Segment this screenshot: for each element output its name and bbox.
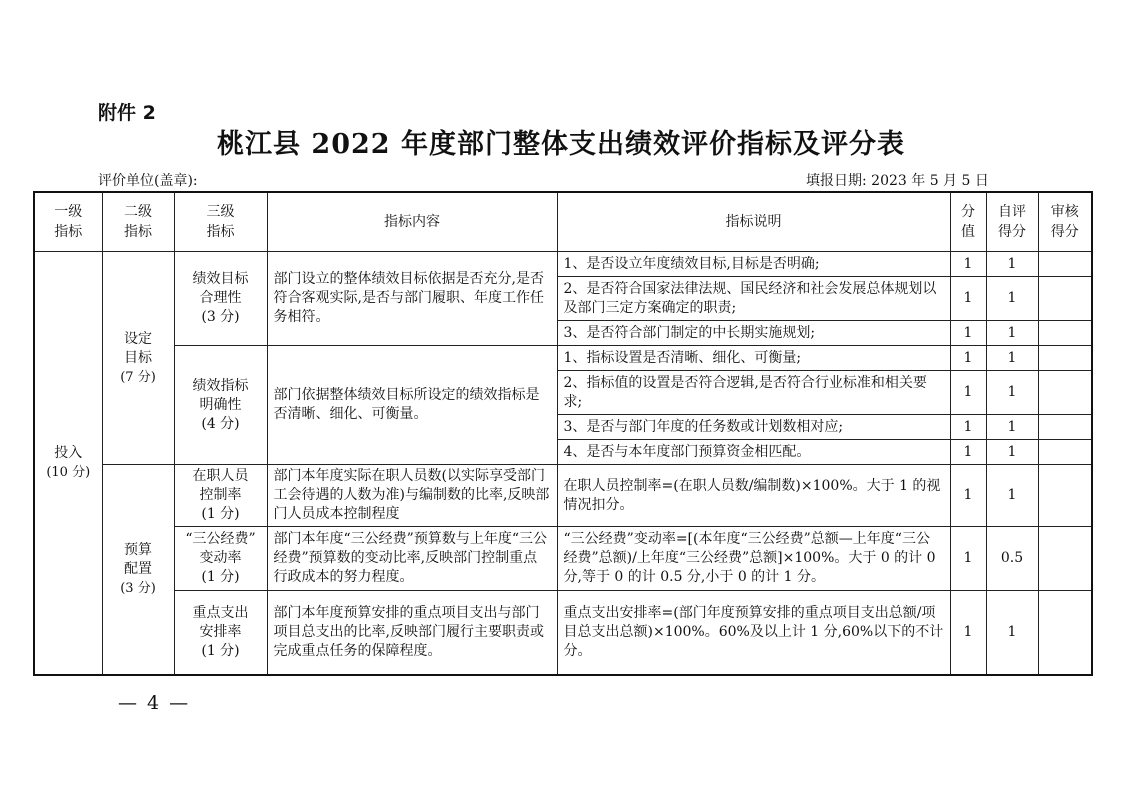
description-cell: 在职人员控制率=(在职人员数/编制数)×100%。大于 1 的视情况扣分。 xyxy=(557,465,950,527)
review-score-cell xyxy=(1038,346,1092,371)
attachment-label: 附件 2 xyxy=(98,102,156,124)
header-value: 分 值 xyxy=(950,192,986,252)
description-cell: 1、指标设置是否清晰、细化、可衡量; xyxy=(557,346,950,371)
content-cell: 部门依据整体绩效目标所设定的绩效指标是否清晰、细化、可衡量。 xyxy=(267,346,557,465)
review-score-cell xyxy=(1038,440,1092,465)
table-row xyxy=(34,591,1092,675)
value-cell: 1 xyxy=(950,252,986,277)
level2-cell-budget xyxy=(102,465,174,675)
review-score-cell xyxy=(1038,371,1092,415)
level2-score: (7 分) xyxy=(120,369,156,385)
review-score-cell xyxy=(1038,591,1092,675)
header-description: 指标说明 xyxy=(557,192,950,252)
self-score-cell: 1 xyxy=(986,321,1038,346)
level3-cell: 重点支出 安排率 (1 分) xyxy=(174,591,267,675)
level3-cell: 在职人员 控制率 (1 分) xyxy=(174,465,267,527)
value-cell: 1 xyxy=(950,277,986,321)
content-cell: 部门设立的整体绩效目标依据是否充分,是否符合客观实际,是否与部门履职、年度工作任务相符。 xyxy=(267,252,557,346)
level2-cell-goal xyxy=(102,252,174,465)
level1-score: (10 分) xyxy=(46,464,91,480)
header-level2: 二级 指标 xyxy=(102,192,174,252)
level3-cell: “三公经费” 变动率 (1 分) xyxy=(174,527,267,591)
level2-score: (3 分) xyxy=(120,580,156,596)
level2-name: 设定 目标 xyxy=(124,330,152,366)
description-cell: 3、是否符合部门制定的中长期实施规划; xyxy=(557,321,950,346)
header-content: 指标内容 xyxy=(267,192,557,252)
description-cell: 1、是否设立年度绩效目标,目标是否明确; xyxy=(557,252,950,277)
self-score-cell: 1 xyxy=(986,415,1038,440)
value-cell: 1 xyxy=(950,415,986,440)
page-title: 桃江县 2022 年度部门整体支出绩效评价指标及评分表 xyxy=(217,129,905,160)
level1-name: 投入 xyxy=(54,444,83,461)
description-cell: 2、指标值的设置是否符合逻辑,是否符合行业标准和相关要求; xyxy=(557,371,950,415)
self-score-cell: 1 xyxy=(986,371,1038,415)
header-level1: 一级 指标 xyxy=(34,192,102,252)
level3-cell: 绩效目标 合理性 (3 分) xyxy=(174,252,267,346)
table-row xyxy=(34,527,1092,591)
review-score-cell xyxy=(1038,252,1092,277)
evaluation-unit-label: 评价单位(盖章): xyxy=(98,173,198,189)
level2-name: 预算 配置 xyxy=(124,541,152,577)
self-score-cell: 1 xyxy=(986,591,1038,675)
self-score-cell: 1 xyxy=(986,277,1038,321)
header-level3: 三级 指标 xyxy=(174,192,267,252)
value-cell: 1 xyxy=(950,371,986,415)
value-cell: 1 xyxy=(950,346,986,371)
review-score-cell xyxy=(1038,321,1092,346)
value-cell: 1 xyxy=(950,321,986,346)
value-cell: 1 xyxy=(950,527,986,591)
self-score-cell: 1 xyxy=(986,465,1038,527)
self-score-cell: 1 xyxy=(986,440,1038,465)
description-cell: 2、是否符合国家法律法规、国民经济和社会发展总体规划以及部门三定方案确定的职责; xyxy=(557,277,950,321)
self-score-cell: 1 xyxy=(986,346,1038,371)
description-cell: 4、是否与本年度部门预算资金相匹配。 xyxy=(557,440,950,465)
header-review-score: 审核 得分 xyxy=(1038,192,1092,252)
content-cell: 部门本年度预算安排的重点项目支出与部门项目总支出的比率,反映部门履行主要职责或完成重点任务的保障程度。 xyxy=(267,591,557,675)
evaluation-table xyxy=(33,191,1093,676)
fill-date-label: 填报日期: 2023 年 5 月 5 日 xyxy=(806,173,989,189)
review-score-cell xyxy=(1038,465,1092,527)
level1-cell xyxy=(34,252,102,675)
review-score-cell xyxy=(1038,527,1092,591)
table-header-row xyxy=(34,192,1092,252)
value-cell: 1 xyxy=(950,440,986,465)
content-cell: 部门本年度实际在职人员数(以实际享受部门工会待遇的人数为准)与编制数的比率,反映部门人员成本控制程度 xyxy=(267,465,557,527)
value-cell: 1 xyxy=(950,465,986,527)
description-cell: “三公经费”变动率=[(本年度“三公经费”总额—上年度“三公经费”总额)/上年度“三公经费”总额]×100%。大于 0 的计 0 分,等于 0 的计 0.5 分,小于 0 的计 1 分。 xyxy=(557,527,950,591)
review-score-cell xyxy=(1038,415,1092,440)
table-row xyxy=(34,465,1092,527)
review-score-cell xyxy=(1038,277,1092,321)
header-self-score: 自评 得分 xyxy=(986,192,1038,252)
self-score-cell: 1 xyxy=(986,252,1038,277)
description-cell: 重点支出安排率=(部门年度预算安排的重点项目支出总额/项目总支出总额)×100%。60%及以上计 1 分,60%以下的不计分。 xyxy=(557,591,950,675)
content-cell: 部门本年度“三公经费”预算数与上年度“三公经费”预算数的变动比率,反映部门控制重点行政成本的努力程度。 xyxy=(267,527,557,591)
self-score-cell: 0.5 xyxy=(986,527,1038,591)
table-row xyxy=(34,252,1092,277)
table-row xyxy=(34,346,1092,371)
page-number: — 4 — xyxy=(118,692,191,714)
description-cell: 3、是否与部门年度的任务数或计划数相对应; xyxy=(557,415,950,440)
value-cell: 1 xyxy=(950,591,986,675)
level3-cell: 绩效指标 明确性 (4 分) xyxy=(174,346,267,465)
